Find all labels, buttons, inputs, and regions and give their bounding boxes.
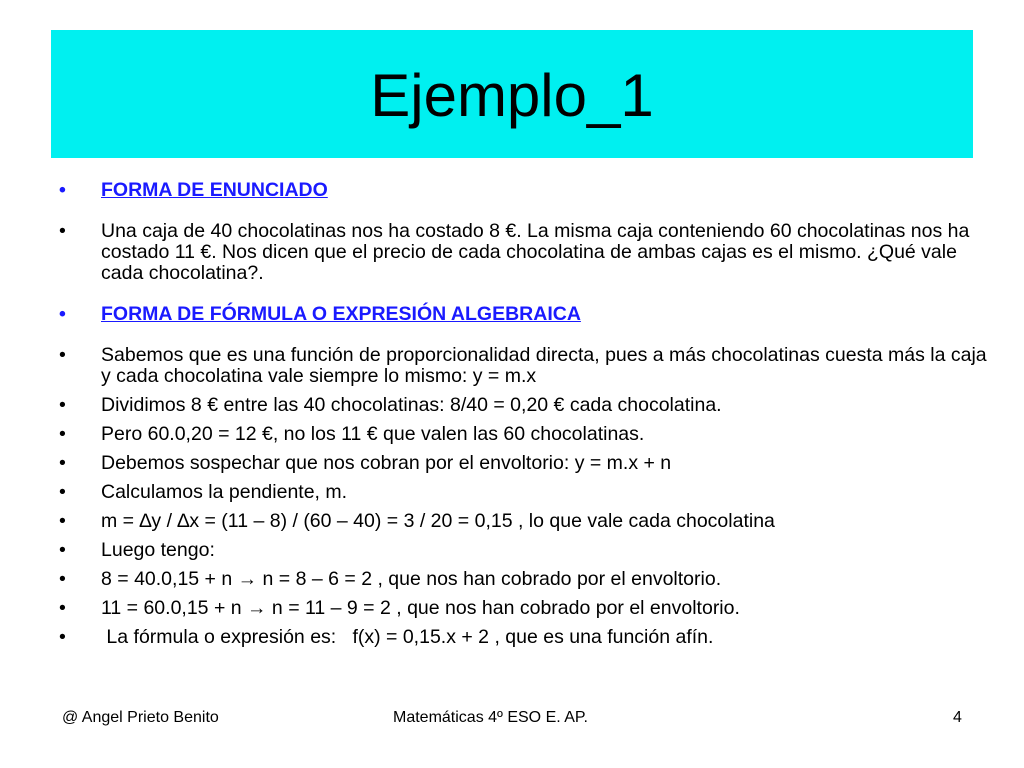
bullet-luego: • Luego tengo:: [59, 540, 989, 561]
slide-title: Ejemplo_1: [370, 62, 654, 129]
heading-forma-de-enunciado[interactable]: • FORMA DE ENUNCIADO: [59, 180, 989, 201]
problem-statement: • Una caja de 40 chocolatinas nos ha costado 8 €. La misma caja conteniendo 60 chocolatinas nos ha costado 11 €. Nos dicen que el precio de cada chocolatina de ambas cajas es el mismo. ¿Qué vale cada chocolatina?.: [59, 221, 989, 284]
bullet-proporcionalidad: • Sabemos que es una función de proporcionalidad directa, pues a más chocolatinas cuesta más la caja y cada chocolatina vale siempre lo mismo: y = m.x: [59, 345, 989, 387]
bullet-ecuacion-11: • 11 = 60.0,15 + n → n = 11 – 9 = 2 , que nos han cobrado por el envoltorio.: [59, 598, 989, 619]
bullet-calculo-m: • m = ∆y / ∆x = (11 – 8) / (60 – 40) = 3 / 20 = 0,15 , lo que vale cada chocolatina: [59, 511, 989, 532]
bullet-ecuacion-8: • 8 = 40.0,15 + n → n = 8 – 6 = 2 , que nos han cobrado por el envoltorio.: [59, 569, 989, 590]
footer-course: Matemáticas 4º ESO E. AP.: [393, 709, 588, 726]
footer-author: @ Angel Prieto Benito: [62, 709, 219, 726]
footer-page-number: 4: [953, 709, 962, 726]
bullet-sospechar: • Debemos sospechar que nos cobran por el envoltorio: y = m.x + n: [59, 453, 989, 474]
bullet-list: [59, 180, 989, 648]
bullet-dividimos: • Dividimos 8 € entre las 40 chocolatinas: 8/40 = 0,20 € cada chocolatina.: [59, 395, 989, 416]
bullet-formula-final: • La fórmula o expresión es: f(x) = 0,15.x + 2 , que es una función afín.: [59, 627, 989, 648]
title-band: [51, 30, 973, 158]
bullet-pero: • Pero 60.0,20 = 12 €, no los 11 € que valen las 60 chocolatinas.: [59, 424, 989, 445]
heading-forma-de-formula[interactable]: • FORMA DE FÓRMULA O EXPRESIÓN ALGEBRAICA: [59, 304, 989, 325]
bullet-pendiente: • Calculamos la pendiente, m.: [59, 482, 989, 503]
